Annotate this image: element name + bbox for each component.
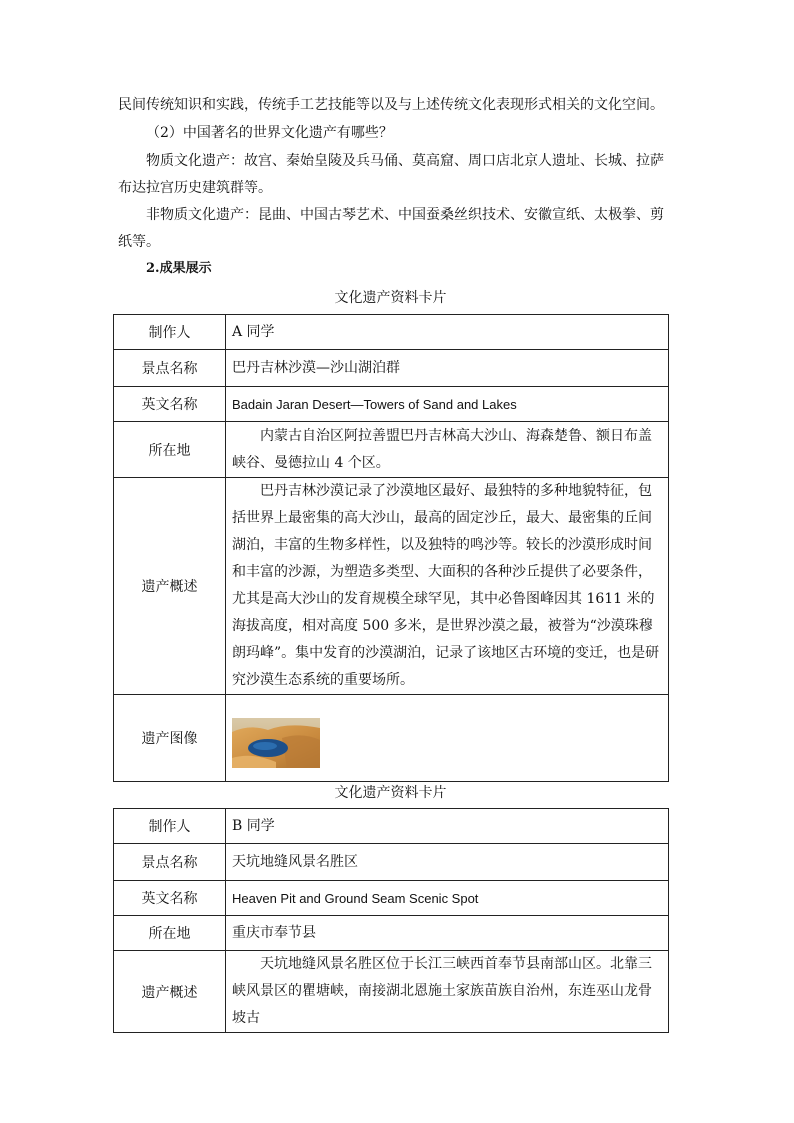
location-value: 重庆市奉节县 [226,916,669,951]
tangible-heritage-paragraph: 物质文化遗产：故宫、秦始皇陵及兵马俑、莫高窟、周口店北京人遗址、长城、拉萨布达拉宫历史建筑群等。 [118,153,664,196]
card-row-location [114,916,669,951]
location-value: 内蒙古自治区阿拉善盟巴丹吉林高大沙山、海森楚鲁、额日布盖峡谷、曼德拉山 4 个区。 [226,422,669,478]
card-row-site-name [114,350,669,387]
maker-value: A 同学 [226,315,669,350]
row-label: 制作人 [114,315,226,350]
english-name-value: Heaven Pit and Ground Seam Scenic Spot [226,881,669,916]
row-label: 所在地 [114,916,226,951]
card-row-english-name [114,387,669,422]
site-name-value: 巴丹吉林沙漠—沙山湖泊群 [226,350,669,387]
question-heading: （2）中国著名的世界文化遗产有哪些？ [146,125,393,141]
english-name-value: Badain Jaran Desert—Towers of Sand and Lakes [226,387,669,422]
card-row-site-name [114,844,669,881]
row-label: 所在地 [114,422,226,478]
card-row-image [114,695,669,782]
card-row-overview [114,478,669,695]
desert-lake-photo [232,718,320,768]
card-row-english-name [114,881,669,916]
row-label: 英文名称 [114,881,226,916]
overview-value: 巴丹吉林沙漠记录了沙漠地区最好、最独特的多种地貌特征，包括世界上最密集的高大沙山，最高的固定沙丘，最大、最密集的丘间湖泊，丰富的生物多样性，以及独特的鸣沙等。较长的沙漠形成时间和丰富的沙源，为塑造多类型、大面积的各种沙丘提供了必要条件，尤其是高大沙山的发育规模全球罕见，其中必鲁图峰因其 1611 米的海拔高度，相对高度 500 多米，是世界沙漠之最，被誉为“沙漠珠穆朗玛峰”。集中发育的沙漠湖泊，记录了该地区古环境的变迁，也是研究沙漠生态系统的重要场所。 [226,478,669,695]
card-row-overview [114,951,669,1033]
row-label: 遗产图像 [114,695,226,782]
row-label: 制作人 [114,809,226,844]
heritage-card-a [113,314,669,782]
intangible-heritage-paragraph: 非物质文化遗产：昆曲、中国古琴艺术、中国蚕桑丝织技术、安徽宣纸、太极拳、剪纸等。 [118,207,664,250]
maker-value: B 同学 [226,809,669,844]
intro-paragraph-end: 民间传统知识和实践，传统手工艺技能等以及与上述传统文化表现形式相关的文化空间。 [118,97,664,113]
heritage-card-b [113,808,669,1033]
row-label: 景点名称 [114,844,226,881]
overview-value: 天坑地缝风景名胜区位于长江三峡西首奉节县南部山区。北靠三峡风景区的瞿塘峡，南接湖北恩施土家族苗族自治州，东连巫山龙骨坡古 [226,951,669,1033]
card-row-maker [114,809,669,844]
row-label: 英文名称 [114,387,226,422]
row-label: 遗产概述 [114,951,226,1033]
card-row-location [114,422,669,478]
image-cell [226,695,669,782]
row-label: 遗产概述 [114,478,226,695]
card-caption-a: 文化遗产资料卡片 [334,290,447,306]
card-caption-b: 文化遗产资料卡片 [334,785,447,801]
site-name-value: 天坑地缝风景名胜区 [226,844,669,881]
card-row-maker [114,315,669,350]
row-label: 景点名称 [114,350,226,387]
section-heading: 2.成果展示 [146,261,212,276]
